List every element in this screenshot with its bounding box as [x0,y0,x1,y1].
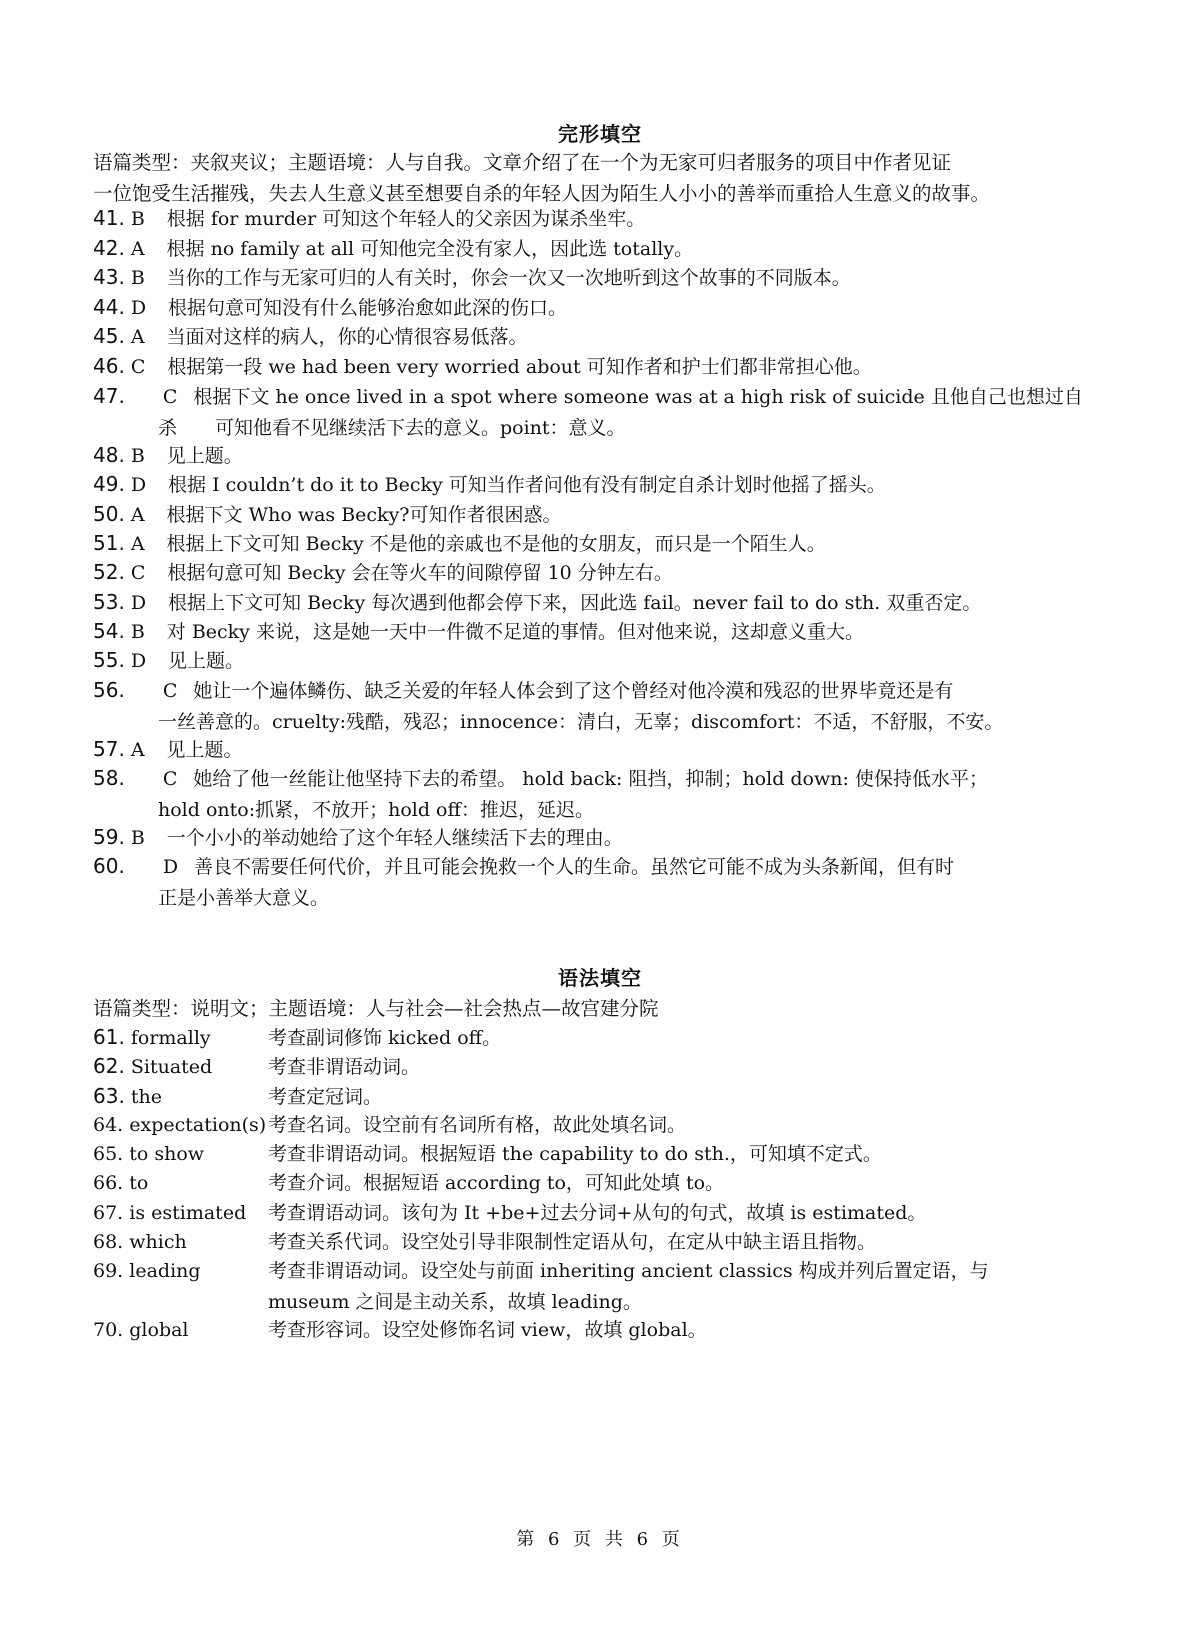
grammar-answer-item [93,1081,1123,1113]
answer-explanation: 根据下文 he once lived in a spot where someone was at a high risk of suicide 且他自己也想过自 [193,386,1083,408]
answer-option: B [130,445,145,467]
answer-explanation: 见上题。 [166,445,243,467]
answer-explanation: 她让一个遍体鳞伤、缺乏关爱的年轻人体会到了这个曾经对他冷漠和残忍的世界毕竟还是有 [193,680,954,702]
answer-explanation: 根据第一段 we had been very worried about 可知作者和护士们都非常担心他。 [167,356,872,378]
grammar-answer [93,1081,268,1113]
question-number: 65. [93,1143,124,1165]
answer-explanation: 考查定冠词。 [268,1086,383,1108]
question-number: 57. [93,737,125,761]
question-number: 66. [93,1172,124,1194]
answer-explanation: 根据 for murder 可知这个年轻人的父亲因为谋杀坐牢。 [166,208,646,230]
question-number: 60. [93,854,125,878]
answer-option: D [162,856,179,878]
cloze-section-title: 完形填空 [558,122,642,146]
grammar-intro: 语篇类型：说明文；主题语境：人与社会—社会热点—故宫建分院 [93,997,659,1020]
answer-option: D [130,297,147,319]
question-number: 63. [93,1084,125,1108]
answer-explanation: 一个小小的举动她给了这个年轻人继续活下去的理由。 [166,827,623,849]
answer-explanation: 对 Becky 来说，这是她一天中一件微不足道的事情。但对他来说，这却意义重大。 [166,621,864,643]
answer-explanation: 见上题。 [166,739,243,761]
cloze-answer-item [93,262,1123,294]
question-number: 49. [93,472,125,496]
cloze-answer-item [93,351,1123,383]
question-number: 53. [93,590,125,614]
cloze-answer-item [93,763,1123,826]
answer-option: A [130,739,145,761]
answer-explanation: 考查关系代词。设空处引导非限制性定语从句，在定从中缺主语且指物。 [268,1231,877,1253]
cloze-answer-item [93,440,1123,472]
answer-option: A [130,533,145,555]
cloze-answer-item [93,557,1123,589]
answer-explanation: 见上题。 [168,650,245,672]
answer-word: Situated [130,1056,213,1078]
answer-option: D [130,474,147,496]
grammar-answer [93,1315,268,1346]
answer-word: expectation(s) [129,1114,267,1136]
question-number: 47. [93,384,125,408]
grammar-answer [93,1110,268,1141]
answer-option: B [130,827,145,849]
question-number: 50. [93,502,125,526]
grammar-answer [93,1256,268,1287]
question-number: 46. [93,354,125,378]
answer-explanation: 善良不需要任何代价，并且可能会挽救一个人的生命。虽然它可能不成为头条新闻，但有时 [194,856,955,878]
cloze-answer-item [93,321,1123,353]
question-number: 67. [93,1202,124,1224]
answer-word: which [129,1231,187,1253]
question-number: 56. [93,678,125,702]
question-number: 70. [93,1319,124,1341]
answer-word: global [129,1319,189,1341]
answer-explanation: 考查名词。设空前有名词所有格，故此处填名词。 [268,1114,687,1136]
question-number: 69. [93,1260,124,1282]
cloze-answer-item [93,851,1123,914]
answer-option: B [130,267,145,289]
answer-explanation: 根据句意可知 Becky 会在等火车的间隙停留 10 分钟左右。 [167,562,673,584]
question-number: 52. [93,560,125,584]
question-number: 48. [93,443,125,467]
answer-explanation-continued: 正是小善举大意义。 [158,887,330,909]
question-number: 55. [93,648,125,672]
grammar-answer [93,1022,268,1054]
answer-option: C [130,562,146,584]
answer-explanation: 她给了他一丝能让他坚持下去的希望。 hold back: 阻挡，抑制；hold down: 使保持低水平； [193,768,988,790]
answer-explanation: 考查非谓语动词。 [268,1056,421,1078]
grammar-answer-item [93,1227,1123,1258]
answer-explanation: 当你的工作与无家可归的人有关时，你会一次又一次地听到这个故事的不同版本。 [166,267,851,289]
grammar-section-title: 语法填空 [558,966,642,990]
answer-option: C [130,356,146,378]
answer-explanation: 根据上下文可知 Becky 不是他的亲戚也不是他的女朋友，而只是一个陌生人。 [166,533,826,555]
grammar-answer-item [93,1110,1123,1141]
grammar-answer-item [93,1139,1123,1170]
cloze-answer-item [93,616,1123,648]
answer-explanation-continued: 一丝善意的。cruelty:残酷，残忍；innocence：清白，无辜；discomfort：不适，不舒服，不安。 [158,711,1004,733]
grammar-answer-item [93,1256,1123,1318]
answer-explanation: 考查非谓语动词。设空处与前面 inheriting ancient classics 构成并列后置定语，与 [268,1260,989,1282]
answer-explanation: 根据 no family at all 可知他完全没有家人，因此选 totally。 [166,238,694,260]
answer-word: the [130,1086,162,1108]
answer-explanation: 当面对这样的病人，你的心情很容易低落。 [166,326,528,348]
question-number: 62. [93,1054,125,1078]
cloze-answer-item [93,381,1123,444]
answer-explanation-continued: 杀 可知他看不见继续活下去的意义。point：意义。 [158,417,626,439]
question-number: 45. [93,324,125,348]
question-number: 61. [93,1025,125,1049]
answer-explanation-continued: museum 之间是主动关系，故填 leading。 [268,1291,642,1313]
answer-option: C [162,386,178,408]
grammar-answer-item [93,1168,1123,1199]
answer-option: B [130,621,145,643]
answer-option: A [130,504,145,526]
grammar-answer-item [93,1022,1123,1054]
cloze-answer-item [93,822,1123,854]
question-number: 59. [93,825,125,849]
answer-word: leading [129,1260,201,1282]
answer-explanation: 根据下文 Who was Becky?可知作者很困惑。 [166,504,562,526]
cloze-answer-item [93,469,1123,501]
answer-option: A [130,326,145,348]
grammar-answer [93,1051,268,1083]
answer-explanation-continued: hold onto:抓紧，不放开；hold off：推迟，延迟。 [158,799,594,821]
grammar-answer [93,1198,268,1229]
answer-option: D [130,592,147,614]
cloze-answer-item [93,203,1123,235]
answer-word: is estimated [129,1202,247,1224]
grammar-answer [93,1139,268,1170]
grammar-answer [93,1227,268,1258]
cloze-answer-item [93,292,1123,324]
answer-explanation: 考查副词修饰 kicked off。 [268,1027,502,1049]
grammar-answer-item [93,1198,1123,1229]
cloze-answer-item [93,645,1123,677]
question-number: 54. [93,619,125,643]
answer-option: A [130,238,145,260]
grammar-answer-item [93,1051,1123,1083]
question-number: 43. [93,265,125,289]
cloze-answer-item [93,499,1123,531]
answer-explanation: 根据上下文可知 Becky 每次遇到他都会停下来，因此选 fail。never fail to do sth. 双重否定。 [168,592,982,614]
answer-option: D [130,650,147,672]
cloze-answer-item [93,587,1123,619]
cloze-intro-line-1: 语篇类型：夹叙夹议；主题语境：人与自我。文章介绍了在一个为无家可归者服务的项目中作者见证 [93,151,952,174]
answer-explanation: 考查形容词。设空处修饰名词 view，故填 global。 [268,1319,707,1341]
answer-explanation: 根据句意可知没有什么能够治愈如此深的伤口。 [168,297,568,319]
question-number: 58. [93,766,125,790]
cloze-intro-line-2: 一位饱受生活摧残，失去人生意义甚至想要自杀的年轻人因为陌生人小小的善举而重拾人生意义的故事。 [93,182,991,205]
cloze-answer-item [93,528,1123,560]
question-number: 41. [93,206,125,230]
answer-word: to show [129,1143,205,1165]
question-number: 44. [93,295,125,319]
question-number: 68. [93,1231,124,1253]
answer-option: B [130,208,145,230]
answer-explanation: 考查非谓语动词。根据短语 the capability to do sth.，可知填不定式。 [268,1143,882,1165]
question-number: 64. [93,1114,124,1136]
answer-explanation: 考查谓语动词。该句为 It +be+过去分词+从句的句式，故填 is estimated。 [268,1202,927,1224]
cloze-answer-item [93,233,1123,265]
answer-word: formally [130,1027,211,1049]
cloze-answer-item [93,675,1123,738]
answer-explanation: 根据 I couldn’t do it to Becky 可知当作者问他有没有制定自杀计划时他摇了摇头。 [168,474,886,496]
grammar-answer-item [93,1315,1123,1346]
question-number: 51. [93,531,125,555]
grammar-answer [93,1168,268,1199]
answer-option: C [162,680,178,702]
answer-word: to [129,1172,149,1194]
cloze-answer-item [93,734,1123,766]
page-footer: 第 6 页 共 6 页 [516,1529,684,1550]
answer-option: C [162,768,178,790]
answer-explanation: 考查介词。根据短语 according to，可知此处填 to。 [268,1172,725,1194]
question-number: 42. [93,236,125,260]
